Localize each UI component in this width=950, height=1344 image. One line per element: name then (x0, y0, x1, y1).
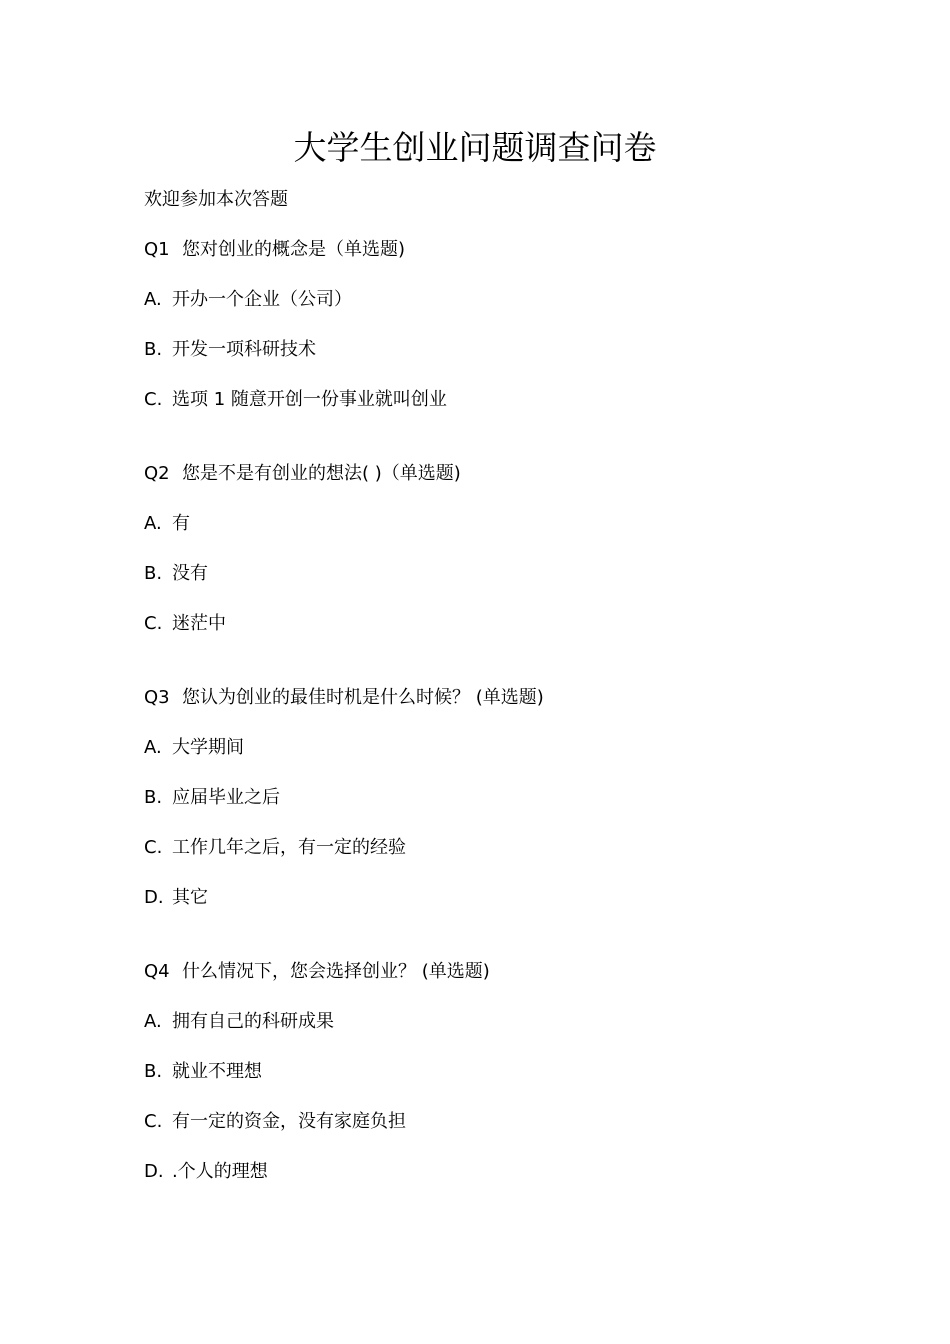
question-number: Q2 (144, 463, 170, 484)
question-text: 什么情况下，您会选择创业？ (单选题) (182, 961, 490, 982)
option-text: 工作几年之后，有一定的经验 (172, 837, 406, 858)
option-letter: C. (144, 1111, 163, 1132)
option-q3-c (144, 836, 406, 860)
option-q2-c (144, 612, 226, 636)
option-letter: A. (144, 289, 162, 310)
option-q1-c (144, 388, 447, 412)
option-text: 大学期间 (172, 737, 244, 758)
question-3 (144, 686, 544, 710)
intro-text: 欢迎参加本次答题 (144, 189, 288, 210)
option-letter: A. (144, 513, 162, 534)
option-text: 就业不理想 (172, 1061, 262, 1082)
question-1 (144, 238, 405, 262)
option-text: 迷茫中 (172, 613, 226, 634)
option-q3-b (144, 786, 280, 810)
option-q3-d (144, 886, 208, 910)
option-letter: A. (144, 737, 162, 758)
option-letter: B. (144, 787, 163, 808)
option-q4-b (144, 1060, 262, 1084)
option-q4-d (144, 1160, 268, 1184)
option-q4-c (144, 1110, 406, 1134)
option-text: 有 (172, 513, 190, 534)
option-letter: B. (144, 339, 163, 360)
question-2 (144, 462, 461, 486)
option-q4-a (144, 1010, 334, 1034)
option-text: 选项 1 随意开创一份事业就叫创业 (172, 389, 447, 410)
option-letter: C. (144, 389, 163, 410)
option-letter: B. (144, 563, 163, 584)
question-text: 您对创业的概念是（单选题) (182, 239, 406, 260)
question-text: 您认为创业的最佳时机是什么时候？ (单选题) (182, 687, 544, 708)
option-letter: C. (144, 837, 163, 858)
question-text: 您是不是有创业的想法( )（单选题) (182, 463, 461, 484)
option-text: 有一定的资金，没有家庭负担 (172, 1111, 406, 1132)
option-q2-a (144, 512, 190, 536)
option-letter: C. (144, 613, 163, 634)
question-4 (144, 960, 490, 984)
option-text: 没有 (172, 563, 208, 584)
option-text: 应届毕业之后 (172, 787, 280, 808)
option-text: .个人的理想 (172, 1161, 268, 1182)
option-q3-a (144, 736, 244, 760)
option-letter: B. (144, 1061, 163, 1082)
option-letter: D. (144, 1161, 164, 1182)
option-text: 拥有自己的科研成果 (172, 1011, 334, 1032)
question-number: Q3 (144, 687, 170, 708)
question-number: Q4 (144, 961, 170, 982)
page-title: 大学生创业问题调查问卷 (293, 128, 657, 167)
option-q1-a (144, 288, 352, 312)
option-text: 其它 (172, 887, 208, 908)
option-text: 开发一项科研技术 (172, 339, 316, 360)
option-q2-b (144, 562, 208, 586)
option-letter: D. (144, 887, 164, 908)
option-text: 开办一个企业（公司） (172, 289, 352, 310)
option-q1-b (144, 338, 316, 362)
option-letter: A. (144, 1011, 162, 1032)
question-number: Q1 (144, 239, 170, 260)
